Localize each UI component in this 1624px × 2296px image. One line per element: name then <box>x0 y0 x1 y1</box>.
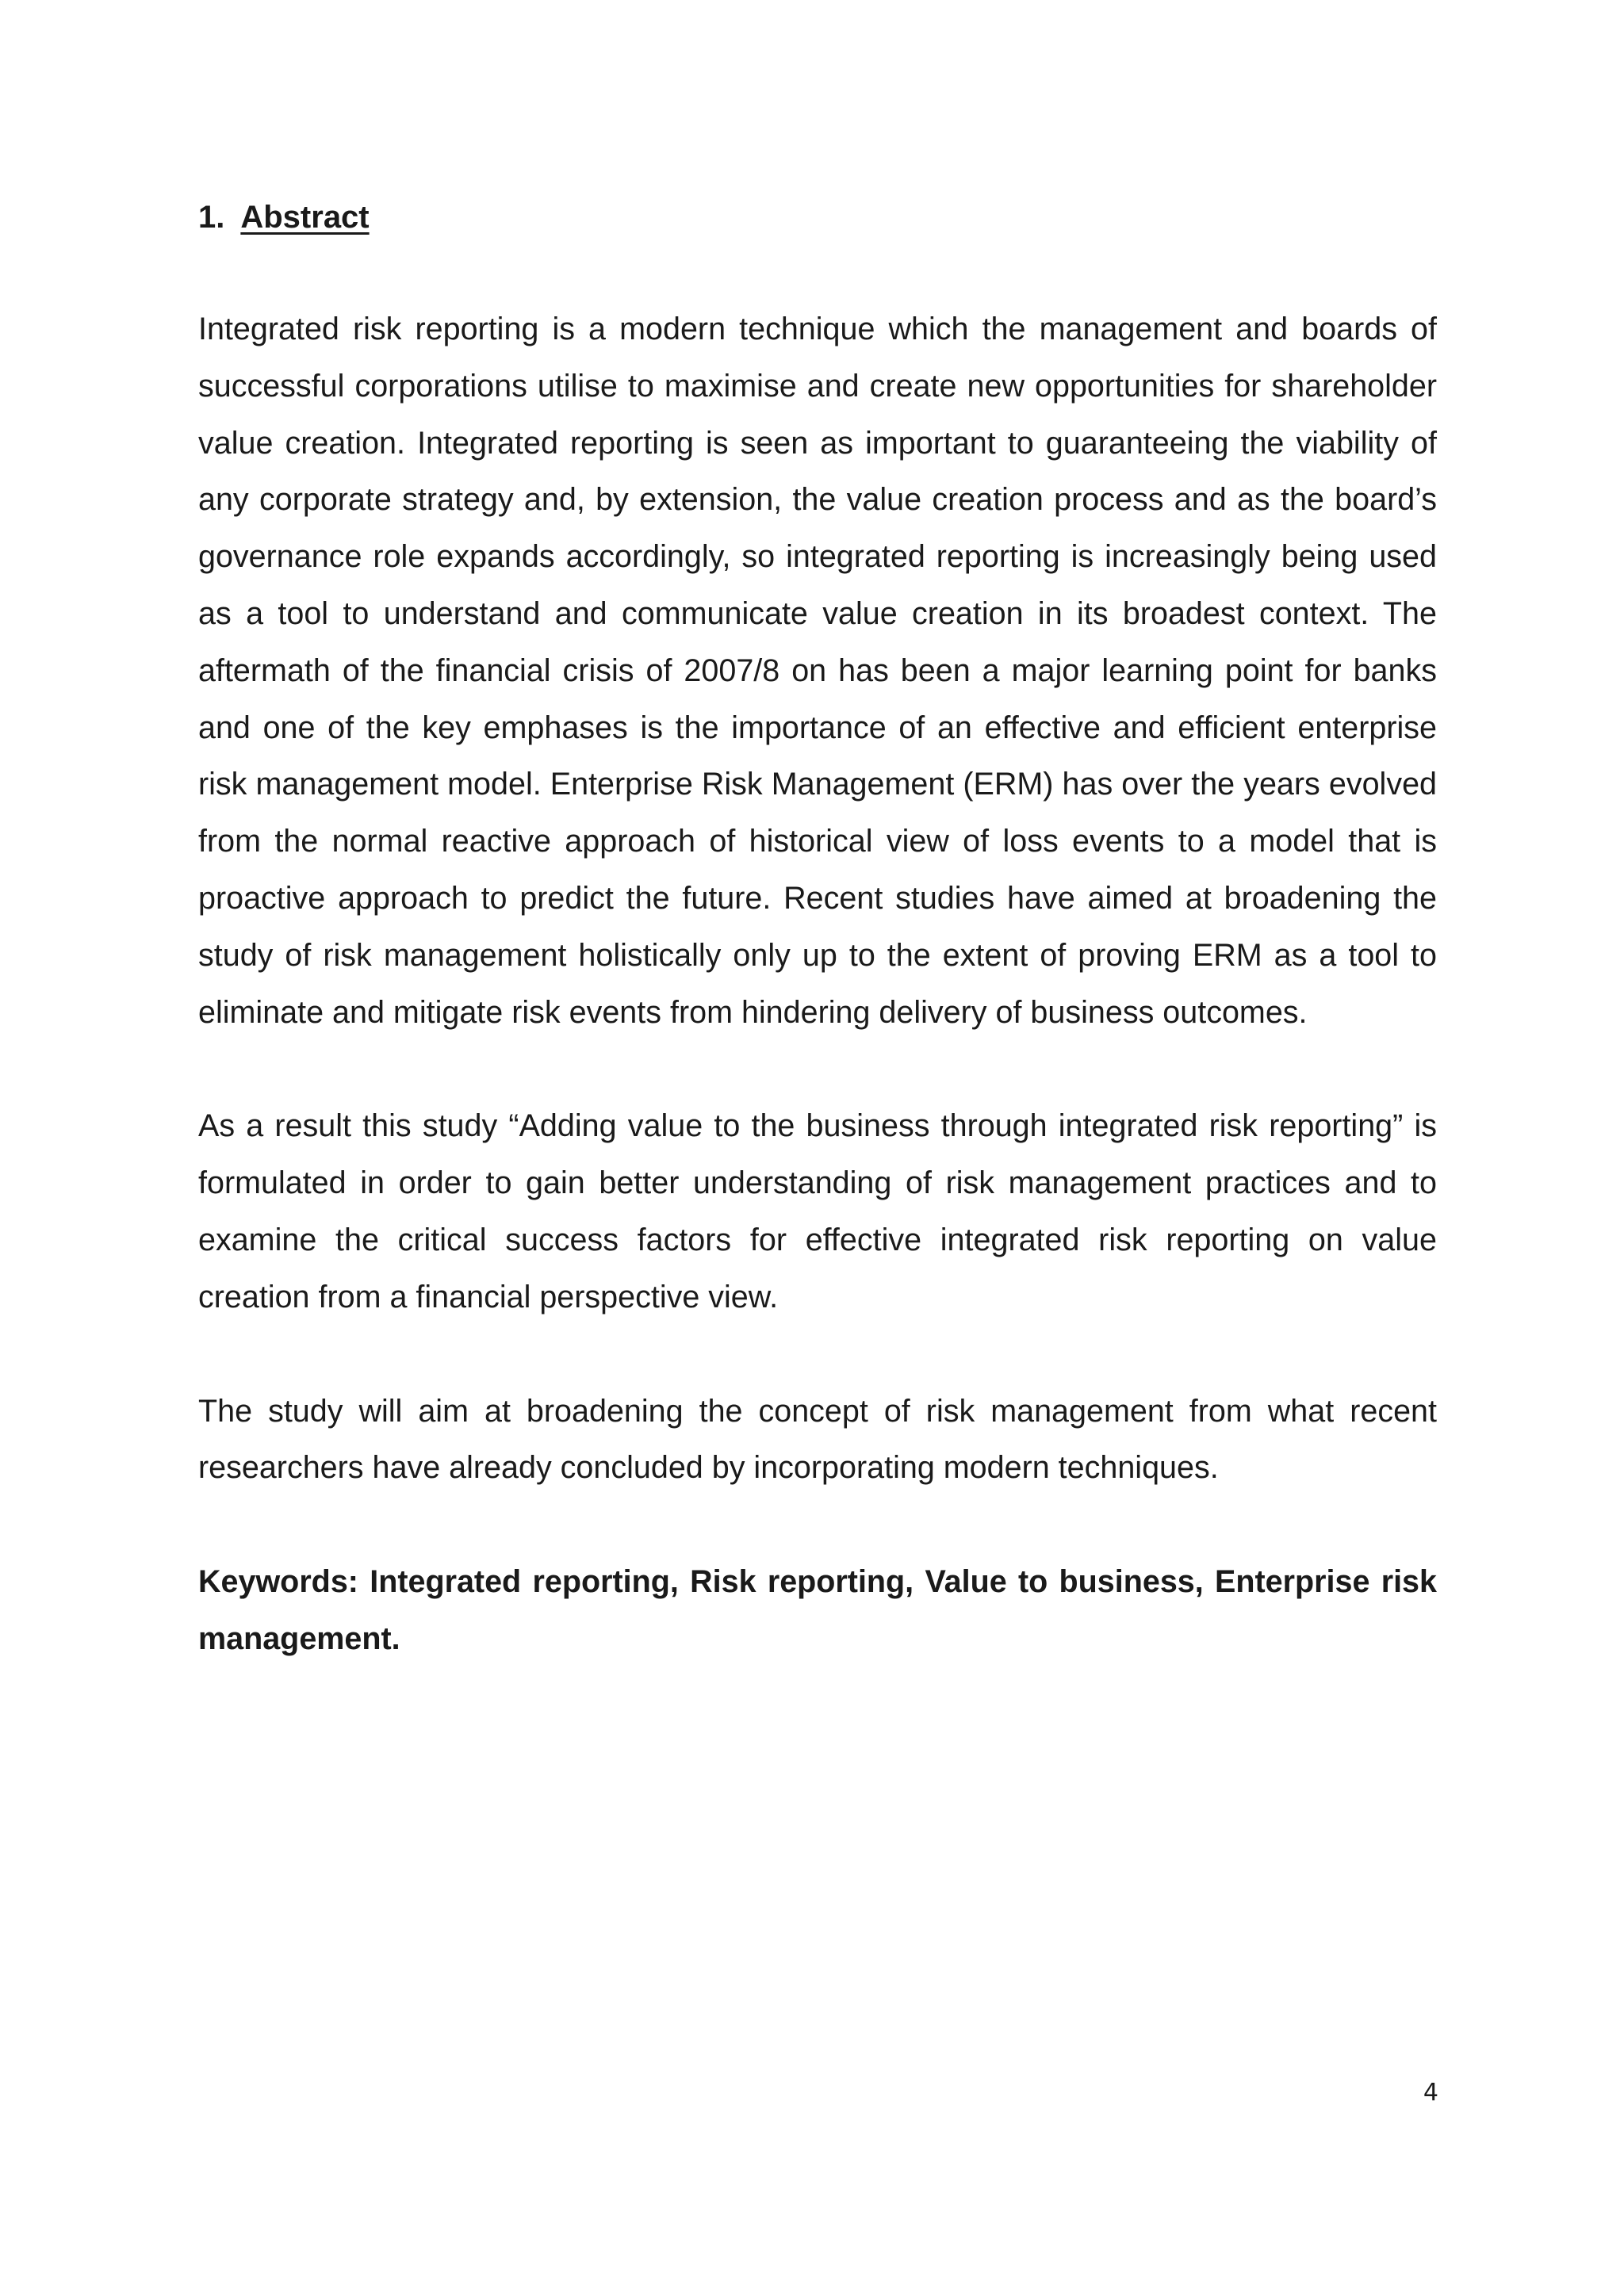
page-content <box>198 189 1437 1725</box>
abstract-paragraph-2: As a result this study “Adding value to the business through integrated risk reporting” is formulated in order to gain better understanding of risk management practices and to examine the critical success factors for effective integrated risk reporting on value creation from a financial perspective view. <box>198 1108 1437 1314</box>
abstract-paragraph-1: Integrated risk reporting is a modern technique which the management and boards of successful corporations utilise to maximise and create new opportunities for shareholder value creation. Integrated reporting is seen as important to guaranteeing the viability of any corporate strategy and, by extension, the value creation process and as the board’s governance role expands accordingly, so integrated reporting is increasingly being used as a tool to understand and communicate value creation in its broadest context. The aftermath of the financial crisis of 2007/8 on has been a major learning point for banks and one of the key emphases is the importance of an effective and efficient enterprise risk management model. Enterprise Risk Management (ERM) has over the years evolved from the normal reactive approach of historical view of loss events to a model that is proactive approach to predict the future. Recent studies have aimed at broadening the study of risk management holistically only up to the extent of proving ERM as a tool to eliminate and mitigate risk events from hindering delivery of business outcomes. <box>198 312 1437 1030</box>
abstract-paragraph-3: The study will aim at broadening the concept of risk management from what recent researchers have already concluded by incorporating modern techniques. <box>198 1393 1437 1486</box>
section-title: Abstract <box>240 200 370 235</box>
section-heading <box>198 189 1437 246</box>
section-number: 1. <box>198 200 225 235</box>
keywords-paragraph: Keywords: Integrated reporting, Risk reporting, Value to business, Enterprise risk management. <box>198 1564 1437 1656</box>
page-number: 4 <box>1423 2079 1438 2107</box>
